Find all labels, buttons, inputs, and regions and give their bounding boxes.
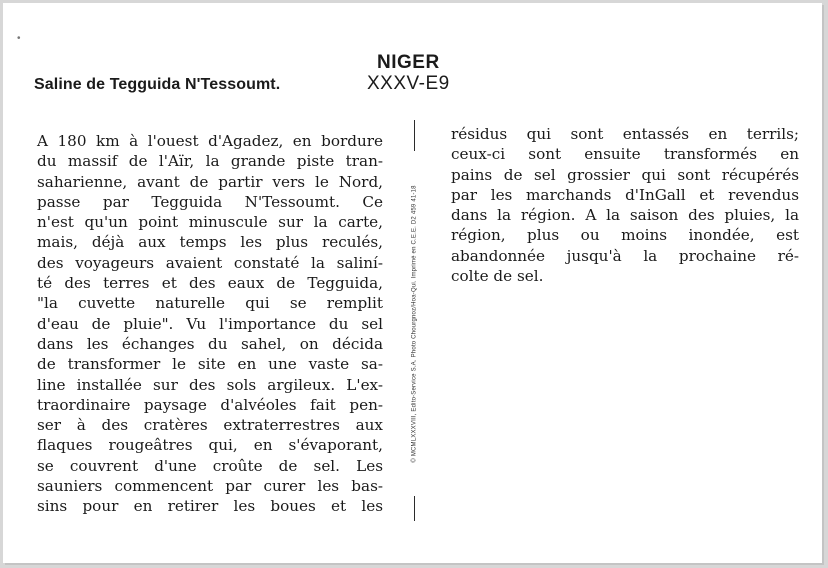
ink-speck: • bbox=[17, 33, 21, 44]
text-line: té des terres et des eaux de Tegguida, bbox=[37, 274, 383, 293]
text-line: de transformer le site en une vaste sa- bbox=[37, 355, 383, 374]
text-line: des voyageurs avaient constaté la saliní- bbox=[37, 253, 383, 272]
country-name: NIGER bbox=[377, 52, 440, 73]
text-line: résidus qui sont entassés en terrils; bbox=[451, 125, 799, 143]
text-line: d'eau de pluie". Vu l'importance du sel bbox=[37, 314, 383, 333]
postcard-back bbox=[3, 3, 822, 563]
text-line: dans les échanges du sahel, on décida bbox=[37, 334, 383, 353]
text-line: sins pour en retirer les boues et les bbox=[37, 497, 383, 516]
left-text-column bbox=[37, 131, 383, 517]
text-line: n'est qu'un point minuscule sur la carte, bbox=[37, 213, 383, 232]
publisher-credit: © MCMLXXXVIII, Edito-Service S.A. Photo Chourgnoz/Hoa-Qui. Imprimé en C.E.E. D2 459 41-18 bbox=[412, 184, 418, 463]
credit-strip bbox=[409, 151, 421, 496]
text-line: A 180 km à l'ouest d'Agadez, en bordure bbox=[37, 132, 383, 150]
text-line: traordinaire paysage d'alvéoles fait pen- bbox=[37, 395, 383, 414]
text-line: flaques rougeâtres qui, en s'évaporant, bbox=[37, 436, 383, 455]
right-text-column bbox=[451, 124, 799, 286]
text-line: sauniers commencent par curer les bas- bbox=[37, 477, 383, 496]
text-line: colte de sel. bbox=[451, 267, 544, 286]
text-line: mais, déjà aux temps les plus reculés, bbox=[37, 233, 383, 252]
text-line: pains de sel grossier qui sont récupérés bbox=[451, 165, 799, 184]
text-line: région, plus ou moins inondée, est bbox=[451, 226, 799, 245]
text-line: par les marchands d'InGall et revendus bbox=[451, 185, 799, 204]
caption-title: Saline de Tegguida N'Tessoumt. bbox=[34, 76, 281, 93]
text-line: se couvrent d'une croûte de sel. Les bbox=[37, 456, 383, 475]
text-line: du massif de l'Aïr, la grande piste tran- bbox=[37, 152, 383, 171]
text-line: saharienne, avant de partir vers le Nord, bbox=[37, 172, 383, 191]
text-line: dans la région. A la saison des pluies, la bbox=[451, 206, 799, 225]
text-line: passe par Tegguida N'Tessoumt. Ce bbox=[37, 192, 383, 211]
text-line: ser à des cratères extraterrestres aux bbox=[37, 416, 383, 435]
text-line: abandonnée jusqu'à la prochaine ré- bbox=[451, 246, 799, 265]
text-line: ceux-ci sont ensuite transformés en bbox=[451, 145, 799, 164]
card-code: XXXV-E9 bbox=[367, 73, 450, 94]
text-line: line installée sur des sols argileux. L'ex- bbox=[37, 375, 383, 394]
text-line: "la cuvette naturelle qui se remplit bbox=[37, 294, 383, 313]
